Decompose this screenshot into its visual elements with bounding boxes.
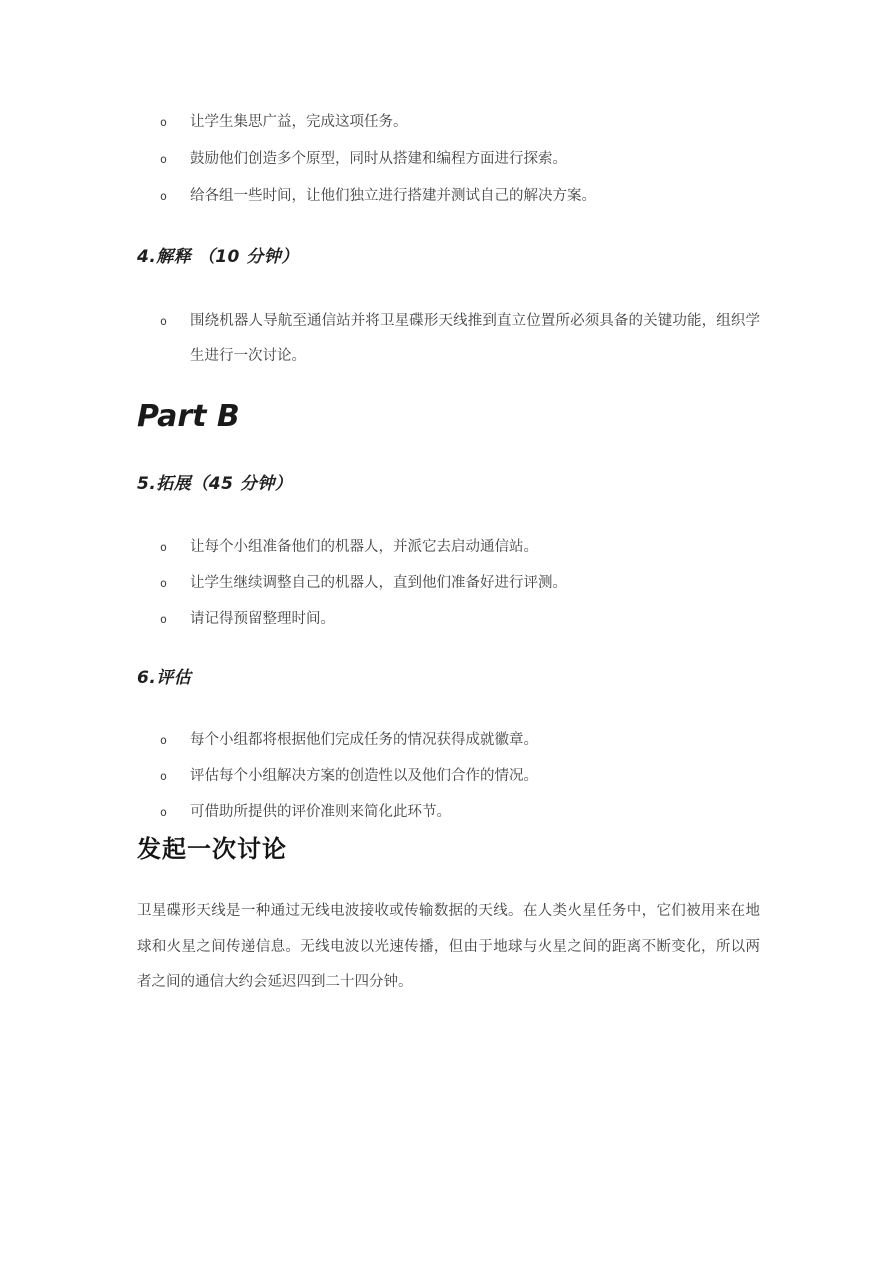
bullet-marker: o [160, 576, 167, 590]
list-item [137, 565, 760, 601]
bullet-text: 鼓励他们创造多个原型，同时从搭建和编程方面进行探索。 [190, 151, 567, 167]
bullet-marker: o [160, 540, 167, 554]
bullet-text: 围绕机器人导航至通信站并将卫星碟形天线推到直立位置所必须具备的关键功能，组织学生进行一次讨论。 [190, 313, 760, 364]
list-item [137, 178, 760, 215]
bullet-marker: o [160, 805, 167, 819]
list-item [137, 529, 760, 565]
list-item [137, 794, 760, 830]
bullet-text: 可借助所提供的评价准则来简化此环节。 [190, 804, 451, 820]
list-item [137, 304, 760, 374]
list-item [137, 141, 760, 178]
bullet-text: 让每个小组准备他们的机器人，并派它去启动通信站。 [190, 539, 538, 555]
bullet-marker: o [160, 769, 167, 783]
bullet-text: 每个小组都将根据他们完成任务的情况获得成就徽章。 [190, 732, 538, 748]
evaluate-bullet-list [137, 722, 760, 830]
list-item [137, 601, 760, 637]
section-heading-elaborate: 5.拓展（45 分钟） [137, 474, 293, 494]
explain-bullet-list [137, 304, 760, 374]
elaborate-bullet-list [137, 529, 760, 637]
section-heading-evaluate: 6.评估 [137, 668, 192, 688]
section-heading-explain: 4.解释 （10 分钟） [137, 247, 299, 267]
bullet-text: 给各组一些时间，让他们独立进行搭建并测试自己的解决方案。 [190, 188, 596, 204]
bullet-text: 让学生集思广益，完成这项任务。 [190, 114, 408, 130]
bullet-marker: o [160, 152, 167, 166]
bullet-marker: o [160, 612, 167, 626]
part-b-heading: Part B [137, 399, 240, 434]
bullet-text: 让学生继续调整自己的机器人，直到他们准备好进行评测。 [190, 575, 567, 591]
list-item [137, 758, 760, 794]
bullet-marker: o [160, 733, 167, 747]
bullet-text: 评估每个小组解决方案的创造性以及他们合作的情况。 [190, 768, 538, 784]
list-item [137, 104, 760, 141]
bullet-text: 请记得预留整理时间。 [190, 611, 335, 627]
list-item [137, 722, 760, 758]
bullet-marker: o [160, 314, 167, 328]
discussion-heading: 发起一次讨论 [137, 837, 287, 863]
bullet-marker: o [160, 189, 167, 203]
bullet-marker: o [160, 115, 167, 129]
discussion-paragraph: 卫星碟形天线是一种通过无线电波接收或传输数据的天线。在人类火星任务中，它们被用来在地球和火星之间传递信息。无线电波以光速传播，但由于地球与火星之间的距离不断变化，所以两者之间的通信大约会延迟四到二十四分钟。 [137, 903, 760, 990]
explore-bullet-list [137, 104, 760, 215]
